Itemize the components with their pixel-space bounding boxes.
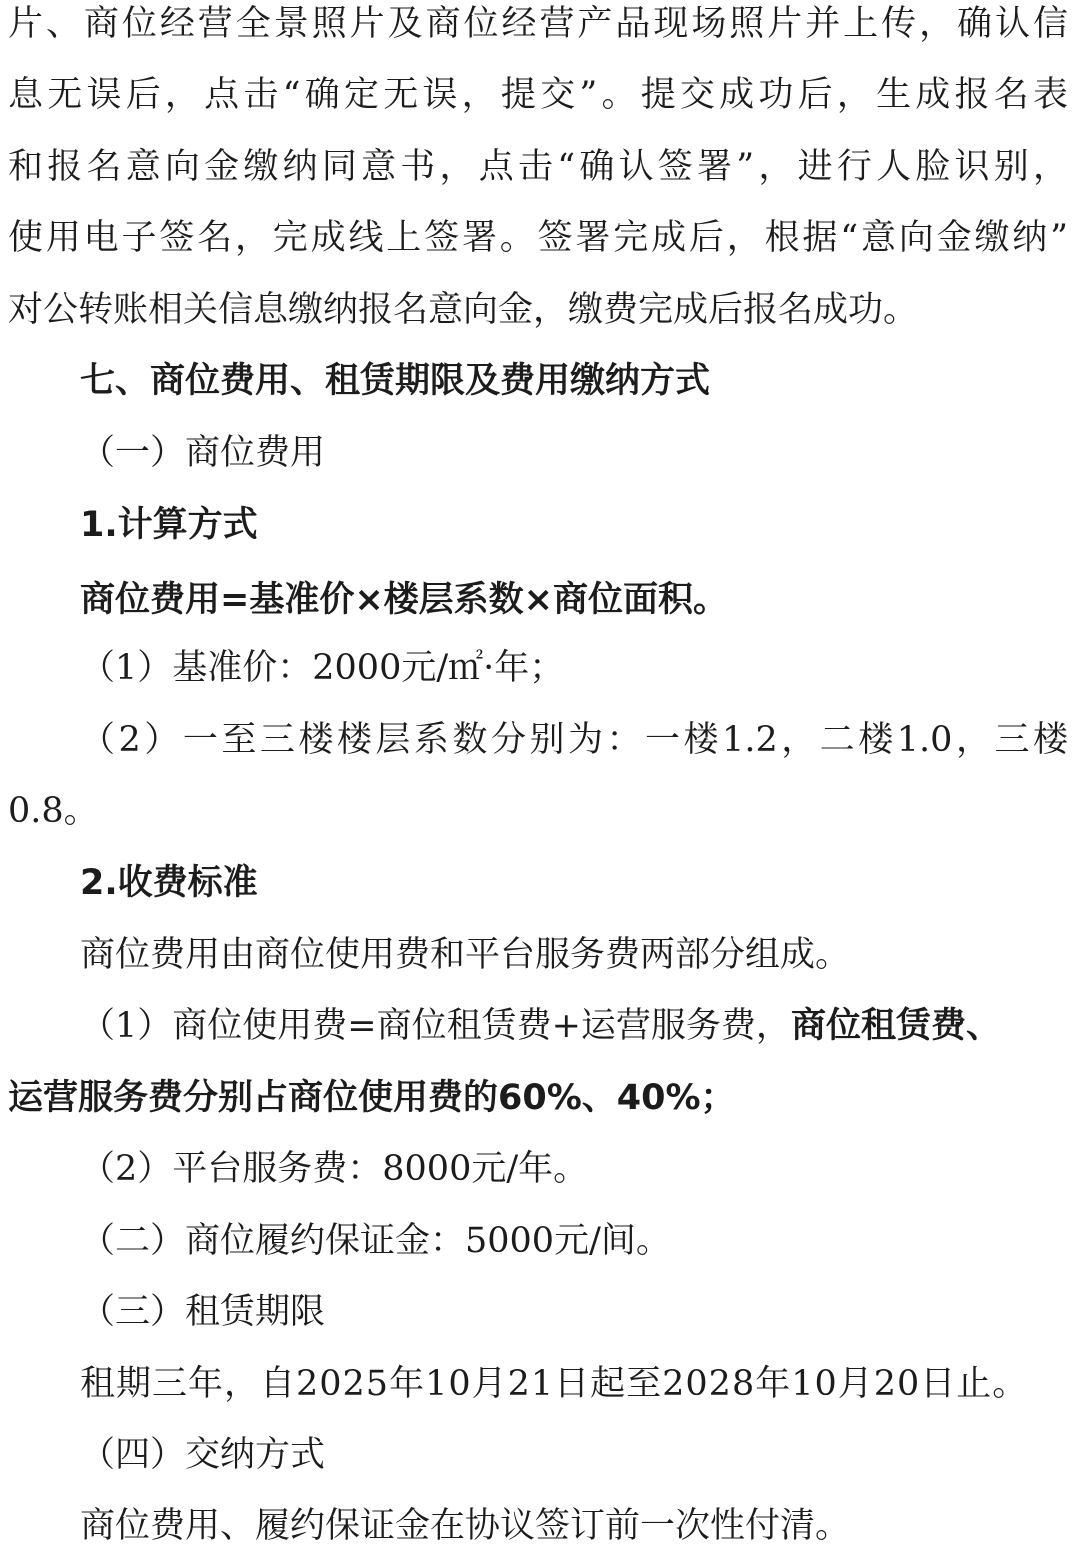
list-item: （2）平台服务费：8000元/年。 <box>80 1149 589 1189</box>
subsection-heading: （三）租赁期限 <box>80 1292 326 1332</box>
paragraph-line: 使用电子签名，完成线上签署。签署完成后，根据“意向金缴纳” <box>8 218 1068 258</box>
formula-line: 商位费用=基准价×楼层系数×商位面积。 <box>80 580 728 620</box>
list-item-bold-text: 商位租赁费、 <box>790 1006 1001 1046</box>
list-item-text: （1）商位使用费=商位租赁费+运营服务费， <box>80 1006 791 1046</box>
subsection-heading: （二）商位履约保证金：5000元/间。 <box>80 1221 671 1261</box>
list-item-continuation: 运营服务费分别占商位使用费的60%、40%； <box>8 1078 736 1118</box>
subsection-heading: （一）商位费用 <box>80 433 326 473</box>
paragraph-line: 租期三年，自2025年10月21日起至2028年10月20日止。 <box>80 1364 1029 1404</box>
item-heading: 1.计算方式 <box>80 505 258 545</box>
paragraph-line: 对公转账相关信息缴纳报名意向金，缴费完成后报名成功。 <box>8 290 919 330</box>
list-item: （2）一至三楼楼层系数分别为：一楼1.2，二楼1.0，三楼 <box>80 720 1068 760</box>
list-item-continuation: 0.8。 <box>8 791 99 831</box>
item-heading: 2.收费标准 <box>80 863 258 903</box>
subsection-heading: （四）交纳方式 <box>80 1435 326 1475</box>
paragraph-line: 息无误后，点击“确定无误，提交”。提交成功后，生成报名表 <box>8 75 1068 115</box>
paragraph-line: 商位费用由商位使用费和平台服务费两部分组成。 <box>80 935 851 975</box>
section-heading: 七、商位费用、租赁期限及费用缴纳方式 <box>80 361 711 401</box>
list-item: （1）基准价：2000元/㎡·年； <box>80 648 565 688</box>
paragraph-line: 片、商位经营全景照片及商位经营产品现场照片并上传，确认信 <box>8 4 1068 44</box>
list-item <box>0 996 1080 1056</box>
paragraph-line: 和报名意向金缴纳同意书，点击“确认签署”，进行人脸识别， <box>8 147 1068 187</box>
paragraph-line: 商位费用、履约保证金在协议签订前一次性付清。 <box>80 1506 851 1546</box>
